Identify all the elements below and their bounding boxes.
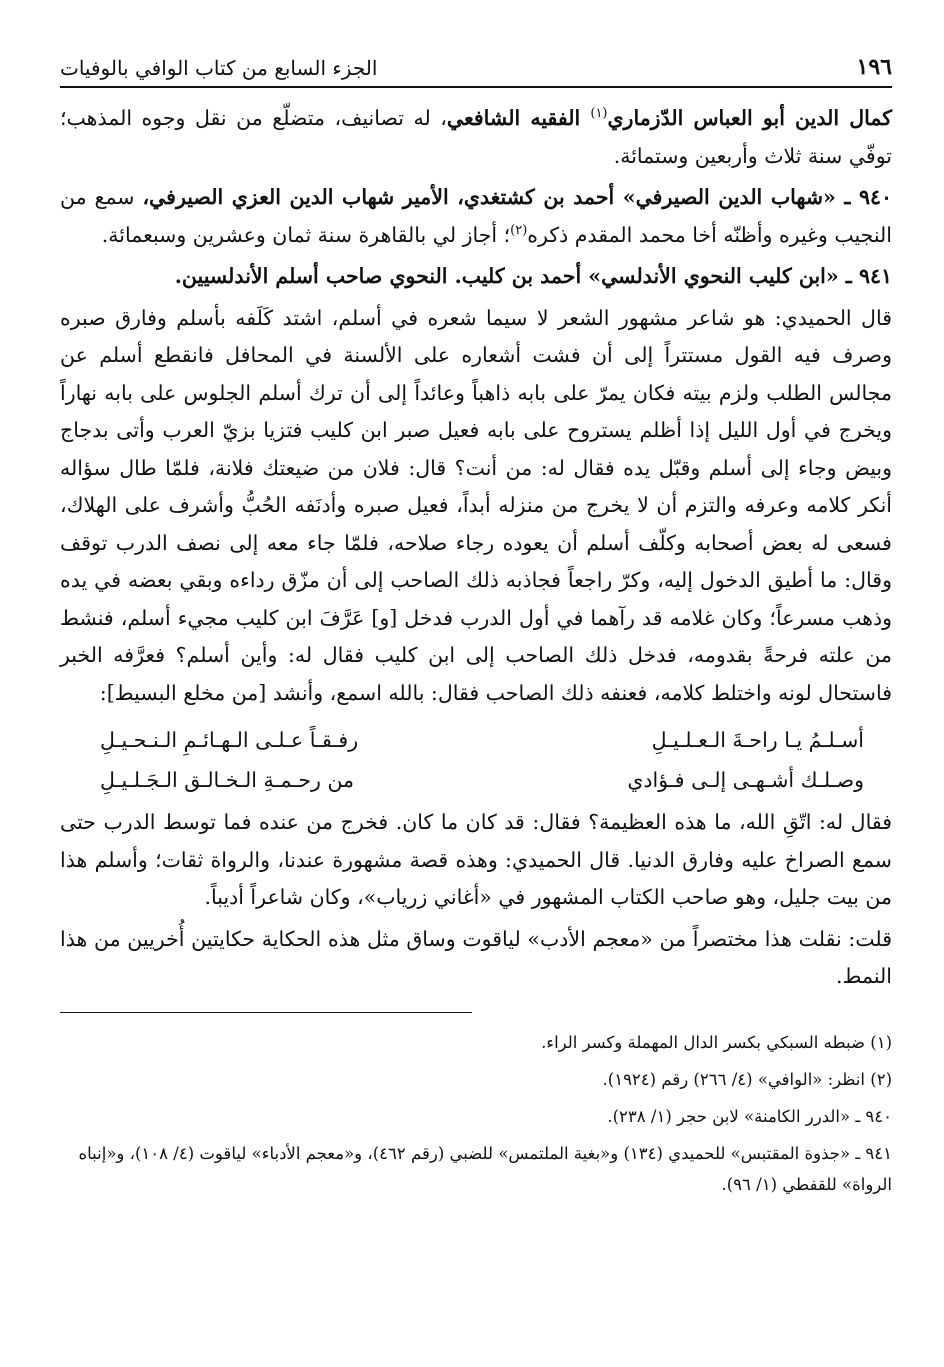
entry-941-heading-text: ٩٤١ ـ «ابن كليب النحوي الأندلسي» أحمد بن كليب. النحوي صاحب أسلم الأندلسيين. xyxy=(174,264,892,288)
entry-940 xyxy=(60,179,892,254)
running-header xyxy=(60,42,892,80)
footnote-1: (١) ضبطه السبكي بكسر الدال المهملة وكسر الراء. xyxy=(541,1032,892,1052)
footnote-941: ٩٤١ ـ «جذوة المقتبس» للحميدي (١٣٤) و«بغية الملتمس» للضبي (رقم ٤٦٢)، و«معجم الأدباء» لياقوت (٤/ ١٠٨)، و«إنباه الرواة» للقفطي (١/ ٩٦). xyxy=(78,1143,892,1194)
poem-line-1-second-hemistich: رفـقـاً عـلـى الـهـائـمِ الـنـحـيـلِ xyxy=(100,728,359,752)
poem xyxy=(60,720,892,800)
entry-940-text-b: ؛ أجاز لي بالقاهرة سنة ثمان وعشرين وسبعمائة. xyxy=(101,222,511,247)
poem-line-1 xyxy=(60,720,892,760)
poem-line-1-first-hemistich: أسـلـمُ يـا راحـةَ الـعـلـيـلِ xyxy=(651,728,864,752)
entry-941-after-verse: فقال له: اتّقِ الله، ما هذه العظيمة؟ فقال: قد كان ما كان. فخرج من عنده فما توسط الدرب حتى سمع الصراخ عليه وفارق الدنيا. قال الحميدي: وهذه قصة مشهورة عندنا، والرواة ثقات؛ وأسلم هذا من بيت جليل، وهو صاحب الكتاب المشهور في «أغاني زرياب»، وكان شاعراً أديباً. xyxy=(60,810,892,909)
entry-kamal-name: كمال الدين أبو العباس الدّزماري xyxy=(607,106,892,130)
poem-line-2-first-hemistich: وصـلـك أشـهـى إلـى فـؤادي xyxy=(627,768,864,792)
entry-kamal-title: الفقيه الشافعي xyxy=(446,106,591,130)
entry-940-text-a: سمع من النجيب وغيره وأظنّه أخا محمد المقدم ذكره xyxy=(60,185,892,247)
running-title: الجزء السابع من كتاب الوافي بالوفيات xyxy=(60,56,378,80)
footnotes xyxy=(60,1027,892,1200)
footnote-2: (٢) انظر: «الوافي» (٤/ ٢٦٦) رقم (١٩٢٤). xyxy=(602,1069,892,1089)
footnote-940: ٩٤٠ ـ «الدرر الكامنة» لابن حجر (١/ ٢٣٨). xyxy=(607,1106,892,1126)
footnotes-rule xyxy=(60,1012,472,1013)
poem-line-2 xyxy=(60,760,892,800)
entry-941-paragraph: قال الحميدي: هو شاعر مشهور الشعر لا سيما شعره في أسلم، اشتد كَلَفه بأسلم وفارق صبره وصرف فيه القول مستتراً إلى أن فشت أشعاره على الألسنة في المحافل فانقطع أسلم عن مجالس الطلب ولزم بيته فكان يمرّ على بابه ذاهباً وعائداً إلى أن ترك أسلم الجلوس على بابه نهاراً ويخرج في أول الليل إذا أظلم يستروح على بابه فعيل صبر ابن كليب فتزيا بزيّ العرب وأتى بدجاج وبيض وجاء إلى أسلم وقبّل يده فقال له: من أنت؟ قال: فلان من ضيعتك فلانة، فلمّا طال سؤاله أنكر كلامه وعرفه والتزم أن لا يخرج من منزله أبداً، فعيل صبره وأدنَفه الحُبُّ وأشرف على الهلاك، فسعى له بعض أصحابه وكلّف أسلم أن يعوده رجاء صلاحه، فلمّا جاء معه إلى نصف الدرب توقف وقال: ما أطيق الدخول إليه، وكرّ راجعاً فجاذبه ذلك الصاحب إلى أن مزّق رداءه وبقي بعضه في يده وذهب مسرعاً؛ وكان غلامه قد رآهما في أول الدرب فدخل [و] عَرَّفَ ابن كليب مجيء أسلم، فنشط من علته فرحةً بقدومه، فدخل ذلك الصاحب إلى ابن كليب فقال له: وأين أسلم؟ فعرَّفه الخبر فاستحال لونه واختلط كلامه، فعنفه ذلك الصاحب فقال: بالله اسمع، وأنشد [من مخلع البسيط]: xyxy=(60,305,892,705)
entry-940-heading: ٩٤٠ ـ «شهاب الدين الصيرفي» أحمد بن كشتغدي، الأمير شهاب الدين العزي الصيرفي، xyxy=(142,185,892,209)
main-text xyxy=(60,100,892,996)
footnote-ref-1[interactable]: (١) xyxy=(590,106,608,122)
footnote-ref-2[interactable]: (٢) xyxy=(510,222,528,238)
page-number: ١٩٦ xyxy=(856,54,892,80)
entry-941-author-note: قلت: نقلت هذا مختصراً من «معجم الأدب» لياقوت وساق مثل هذه الحكاية حكايتين أُخريين من هذا النمط. xyxy=(60,926,892,988)
header-rule xyxy=(60,86,892,88)
entry-kamal-text: ، له تصانيف، متضلّع من نقل وجوه المذهب؛ توفّي سنة ثلاث وأربعين وستمائة. xyxy=(60,106,892,168)
entry-941-heading xyxy=(60,258,892,296)
entry-kamal xyxy=(60,100,892,175)
poem-line-2-second-hemistich: من رحـمـةِ الـخـالـق الـجَـلـيـلِ xyxy=(100,768,355,792)
